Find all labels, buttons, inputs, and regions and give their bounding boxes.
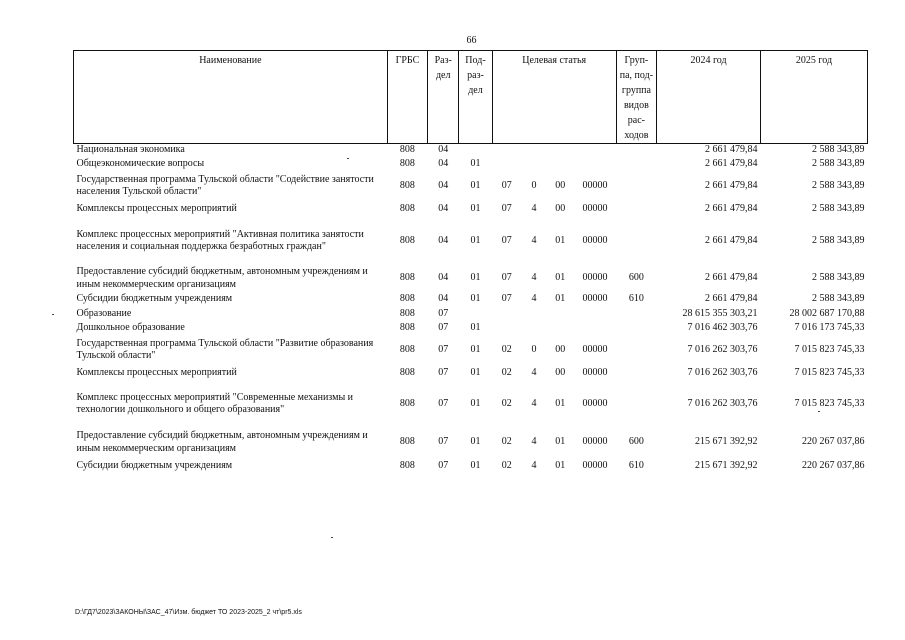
row-razdel: 07: [438, 343, 449, 355]
row-target-direction: 00000: [582, 202, 608, 214]
row-podrazdel: 01: [470, 293, 481, 305]
row-target-type: [521, 144, 546, 157]
header-grbs: ГРБС: [387, 51, 427, 144]
file-path-footer: D:\ГД7\2023\ЗАКОНЫ\ЗАС_47\Изм. бюджет ТО 2023-2025_2 чт\pr5.xls: [75, 609, 302, 616]
row-value-2025: 2 588 343,89: [812, 293, 865, 305]
row-target-program: [492, 322, 521, 336]
table-row: [74, 201, 868, 218]
row-razdel: 07: [438, 322, 449, 334]
row-value-2025: 28 002 687 170,88: [789, 307, 865, 319]
row-target-element: 01: [555, 293, 566, 305]
row-expense-group: 610: [628, 293, 644, 305]
row-target-element: 00: [555, 179, 566, 191]
header-razdel: Раз- дел: [428, 51, 459, 144]
row-value-2024: 7 016 462 303,76: [687, 322, 758, 334]
scan-speck: [818, 411, 820, 412]
table-row: [74, 336, 868, 365]
page-number: 66: [466, 35, 477, 46]
row-grbs: 808: [399, 367, 415, 379]
row-podrazdel: 01: [470, 202, 481, 214]
row-target-type: 0: [531, 343, 537, 355]
row-name: Дошкольное образование: [76, 322, 185, 334]
row-grbs: 808: [399, 179, 415, 191]
header-target-article: Целевая статья: [492, 51, 616, 144]
row-target-element: [547, 307, 574, 322]
row-target-type: 4: [531, 460, 537, 472]
table-row: [74, 293, 868, 307]
row-expense-group: [616, 201, 656, 218]
table-row: [74, 265, 868, 293]
row-podrazdel: 01: [470, 179, 481, 191]
row-expense-group: [616, 383, 656, 426]
row-target-program: 02: [501, 460, 512, 472]
row-grbs: 808: [399, 436, 415, 448]
row-razdel: 07: [438, 367, 449, 379]
row-value-2025: 2 588 343,89: [812, 144, 865, 155]
row-value-2025: 220 267 037,86: [802, 460, 865, 472]
row-value-2024: 2 661 479,84: [704, 202, 758, 214]
row-grbs: 808: [399, 460, 415, 472]
header-podrazdel: Под- раз- дел: [459, 51, 492, 144]
row-razdel: 04: [438, 144, 449, 155]
row-target-program: 07: [501, 202, 512, 214]
row-target-program: 07: [501, 293, 512, 305]
row-expense-group: 610: [628, 460, 644, 472]
row-name: Национальная экономика: [76, 144, 185, 155]
row-target-element: [547, 157, 574, 172]
row-value-2024: 28 615 355 303,21: [682, 307, 758, 319]
row-target-element: [547, 322, 574, 336]
row-grbs: 808: [399, 144, 415, 155]
row-value-2024: 2 661 479,84: [704, 144, 758, 155]
row-name: Государственная программа Тульской области "Содействие занятости населения Тульской области": [76, 173, 374, 197]
table-row: [74, 157, 868, 172]
row-expense-group: [616, 218, 656, 265]
row-target-element: 00: [555, 343, 566, 355]
row-target-type: 0: [531, 179, 537, 191]
row-podrazdel: 01: [470, 322, 481, 334]
row-target-direction: 00000: [582, 460, 608, 472]
row-razdel: 04: [438, 157, 449, 169]
row-grbs: 808: [399, 293, 415, 305]
row-razdel: 04: [438, 293, 449, 305]
table-row: [74, 307, 868, 322]
row-target-type: 4: [531, 293, 537, 305]
row-target-program: 07: [501, 234, 512, 246]
table-header-row: [74, 51, 868, 144]
row-target-program: 07: [501, 179, 512, 191]
row-name: Общеэкономические вопросы: [76, 157, 205, 169]
row-target-element: 01: [555, 234, 566, 246]
row-name: Комплексы процессных мероприятий: [76, 367, 237, 379]
row-podrazdel: [459, 307, 492, 322]
row-target-direction: [574, 157, 616, 172]
row-target-type: [521, 157, 546, 172]
row-podrazdel: 01: [470, 272, 481, 284]
row-value-2024: 7 016 262 303,76: [687, 367, 758, 379]
row-target-program: [492, 144, 521, 157]
row-podrazdel: 01: [470, 367, 481, 379]
row-target-type: [521, 322, 546, 336]
scan-speck: [347, 158, 349, 159]
row-value-2025: 2 588 343,89: [812, 179, 865, 191]
row-name: Субсидии бюджетным учреждениям: [76, 460, 233, 472]
row-target-element: [547, 144, 574, 157]
row-target-direction: 00000: [582, 343, 608, 355]
row-expense-group: [616, 365, 656, 383]
row-name: Субсидии бюджетным учреждениям: [76, 293, 233, 305]
row-podrazdel: [459, 144, 492, 157]
row-target-direction: 00000: [582, 234, 608, 246]
row-value-2024: 2 661 479,84: [704, 234, 758, 246]
row-value-2025: 2 588 343,89: [812, 202, 865, 214]
row-target-type: [521, 307, 546, 322]
header-expense-group: Груп- па, под- группа видов рас- ходов: [616, 51, 656, 144]
row-podrazdel: 01: [470, 157, 481, 169]
row-target-direction: [574, 322, 616, 336]
table-row: [74, 144, 868, 157]
scan-speck: [52, 314, 54, 315]
row-target-program: [492, 307, 521, 322]
row-razdel: 07: [438, 307, 449, 319]
row-grbs: 808: [399, 202, 415, 214]
row-name: Комплекс процессных мероприятий "Активная политика занятости населения и социальная поддержка безработных граждан": [76, 228, 364, 252]
row-razdel: 04: [438, 234, 449, 246]
row-value-2024: 2 661 479,84: [704, 179, 758, 191]
row-target-element: 01: [555, 397, 566, 409]
row-target-element: 00: [555, 367, 566, 379]
row-razdel: 04: [438, 272, 449, 284]
row-value-2024: 215 671 392,92: [694, 460, 758, 472]
row-name: Предоставление субсидий бюджетным, автономным учреждениям и иным некоммерческим организациям: [76, 266, 368, 290]
table-row: [74, 172, 868, 201]
row-name: Государственная программа Тульской области "Развитие образования Тульской области": [76, 337, 374, 361]
table-row: [74, 460, 868, 474]
row-grbs: 808: [399, 322, 415, 334]
row-target-direction: 00000: [582, 293, 608, 305]
row-target-element: 01: [555, 436, 566, 448]
row-grbs: 808: [399, 343, 415, 355]
row-target-type: 4: [531, 202, 537, 214]
row-value-2024: 2 661 479,84: [704, 272, 758, 284]
row-name: Предоставление субсидий бюджетным, автономным учреждениям и иным некоммерческим организациям: [76, 430, 368, 454]
row-podrazdel: 01: [470, 436, 481, 448]
table-row: [74, 218, 868, 265]
row-grbs: 808: [399, 397, 415, 409]
row-target-program: 02: [501, 343, 512, 355]
row-grbs: 808: [399, 272, 415, 284]
row-razdel: 04: [438, 202, 449, 214]
row-target-type: 4: [531, 234, 537, 246]
row-target-element: 00: [555, 202, 566, 214]
header-year-2025: 2025 год: [760, 51, 867, 144]
row-target-direction: 00000: [582, 367, 608, 379]
row-value-2025: 220 267 037,86: [802, 436, 865, 448]
row-grbs: 808: [399, 234, 415, 246]
row-value-2025: 7 015 823 745,33: [794, 367, 865, 379]
row-target-program: 02: [501, 367, 512, 379]
row-value-2024: 2 661 479,84: [704, 157, 758, 169]
row-podrazdel: 01: [470, 343, 481, 355]
row-grbs: 808: [399, 157, 415, 169]
table-row: [74, 383, 868, 426]
table-row: [74, 426, 868, 460]
header-year-2024: 2024 год: [657, 51, 761, 144]
header-name: Наименование: [74, 51, 388, 144]
row-value-2025: 2 588 343,89: [812, 157, 865, 169]
row-value-2024: 7 016 262 303,76: [687, 343, 758, 355]
row-name: Образование: [76, 307, 132, 319]
row-podrazdel: 01: [470, 397, 481, 409]
row-target-element: 01: [555, 272, 566, 284]
row-value-2024: 2 661 479,84: [704, 293, 758, 305]
row-value-2025: 2 588 343,89: [812, 234, 865, 246]
budget-table: [73, 50, 868, 474]
row-expense-group: [616, 157, 656, 172]
row-target-direction: 00000: [582, 397, 608, 409]
row-podrazdel: 01: [470, 234, 481, 246]
row-name: Комплексы процессных мероприятий: [76, 202, 237, 214]
row-value-2025: 7 015 823 745,33: [794, 397, 865, 409]
row-target-direction: 00000: [582, 179, 608, 191]
scan-speck: [331, 537, 333, 538]
row-expense-group: [616, 307, 656, 322]
row-value-2025: 7 016 173 745,33: [794, 322, 865, 334]
row-expense-group: [616, 144, 656, 157]
row-target-direction: [574, 307, 616, 322]
row-target-program: 02: [501, 436, 512, 448]
row-target-type: 4: [531, 367, 537, 379]
row-expense-group: 600: [628, 436, 644, 448]
row-target-type: 4: [531, 436, 537, 448]
row-name: Комплекс процессных мероприятий "Современные механизмы и технологии дошкольного и общего образования": [76, 391, 354, 415]
table-row: [74, 365, 868, 383]
row-target-type: 4: [531, 397, 537, 409]
row-target-direction: 00000: [582, 272, 608, 284]
row-razdel: 07: [438, 436, 449, 448]
table-body: [74, 144, 868, 474]
row-target-direction: [574, 144, 616, 157]
row-value-2025: 7 015 823 745,33: [794, 343, 865, 355]
row-razdel: 07: [438, 460, 449, 472]
row-razdel: 04: [438, 179, 449, 191]
row-value-2025: 2 588 343,89: [812, 272, 865, 284]
row-target-program: 02: [501, 397, 512, 409]
row-target-direction: 00000: [582, 436, 608, 448]
row-value-2024: 215 671 392,92: [694, 436, 758, 448]
row-target-program: 07: [501, 272, 512, 284]
row-razdel: 07: [438, 397, 449, 409]
row-expense-group: [616, 322, 656, 336]
row-value-2024: 7 016 262 303,76: [687, 397, 758, 409]
row-expense-group: 600: [628, 272, 644, 284]
row-expense-group: [616, 172, 656, 201]
row-target-type: 4: [531, 272, 537, 284]
row-target-element: 01: [555, 460, 566, 472]
row-target-program: [492, 157, 521, 172]
row-podrazdel: 01: [470, 460, 481, 472]
row-expense-group: [616, 336, 656, 365]
table-row: [74, 322, 868, 336]
row-grbs: 808: [399, 307, 415, 319]
